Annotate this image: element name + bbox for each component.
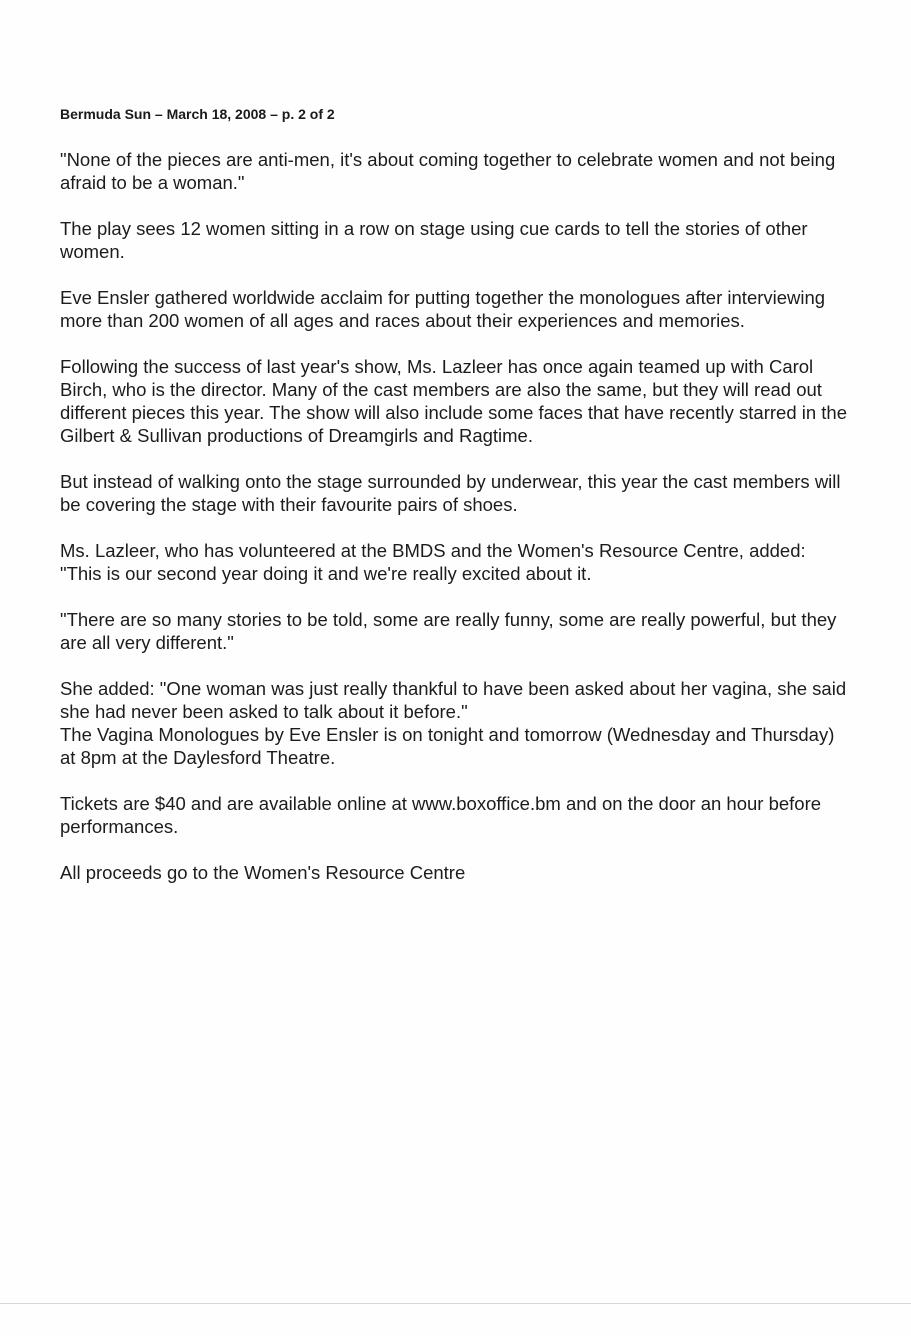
scan-edge-divider: [0, 1303, 911, 1304]
paragraph: The play sees 12 women sitting in a row on stage using cue cards to tell the stories of other women.: [60, 218, 808, 262]
paragraph: But instead of walking onto the stage surrounded by underwear, this year the cast members will be covering the stage with their favourite pairs of shoes.: [60, 471, 841, 515]
paragraph: All proceeds go to the Women's Resource Centre: [60, 862, 466, 883]
dateline: Bermuda Sun – March 18, 2008 – p. 2 of 2: [60, 106, 335, 122]
paragraph: "None of the pieces are anti-men, it's about coming together to celebrate women and not being afraid to be a woman.": [60, 149, 836, 193]
paragraph: The Vagina Monologues by Eve Ensler is on tonight and tomorrow (Wednesday and Thursday) at 8pm at the Daylesford Theatre.: [60, 724, 835, 768]
paragraph: Ms. Lazleer, who has volunteered at the BMDS and the Women's Resource Centre, added: "This is our second year doing it and we're really excited about it.: [60, 540, 806, 584]
paragraph: Tickets are $40 and are available online at www.boxoffice.bm and on the door an hour before performances.: [60, 793, 822, 837]
paragraph: "There are so many stories to be told, some are really funny, some are really powerful, but they are all very different.": [60, 609, 837, 653]
article-body: [60, 148, 850, 907]
paragraph: Following the success of last year's show, Ms. Lazleer has once again teamed up with Carol Birch, who is the director. Many of the cast members are also the same, but they will read out different pieces this year. The show will also include some faces that have recently starred in the Gilbert & Sullivan productions of Dreamgirls and Ragtime.: [60, 356, 848, 446]
paragraph: She added: "One woman was just really thankful to have been asked about her vagina, she said she had never been asked to talk about it before.": [60, 678, 847, 722]
paragraph: Eve Ensler gathered worldwide acclaim for putting together the monologues after interviewing more than 200 women of all ages and races about their experiences and memories.: [60, 287, 826, 331]
